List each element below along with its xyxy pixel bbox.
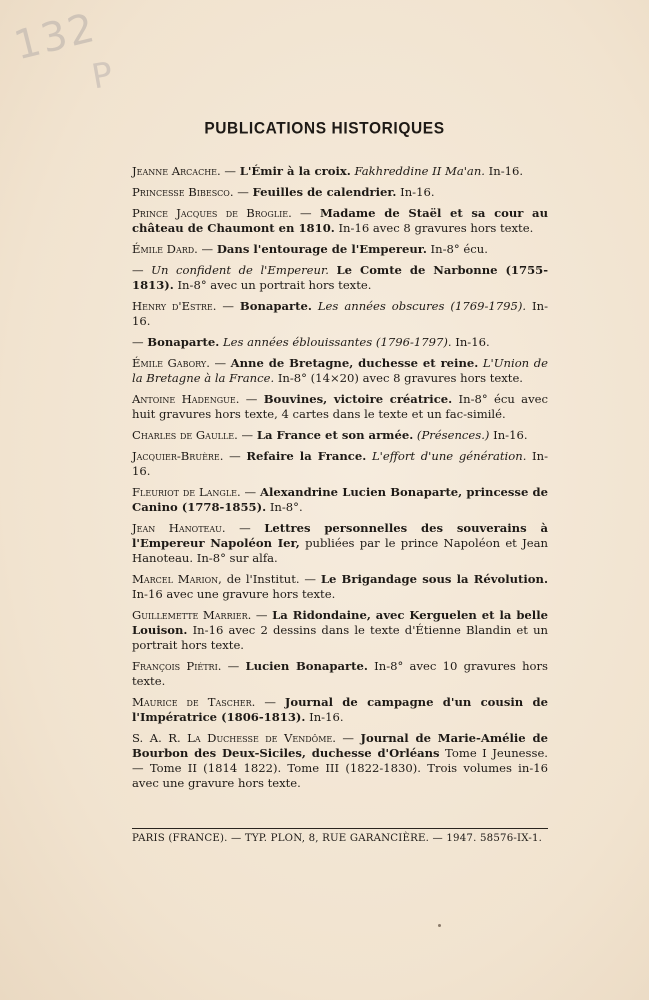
entry-title: Dans l'entourage de l'Empereur. bbox=[216, 242, 427, 256]
entry-details: In-8° écu. bbox=[426, 242, 488, 256]
publication-entry bbox=[132, 731, 548, 791]
entry-separator: — bbox=[233, 185, 253, 199]
publication-entry bbox=[132, 299, 548, 329]
printer-imprint: PARIS (FRANCE). — TYP. PLON, 8, RUE GARANCIÈRE. — 1947. 58576-IX-1. bbox=[132, 833, 543, 844]
entry-details: In-16 avec 2 dessins dans le texte d'Étienne Blandin et un portrait hors texte. bbox=[132, 623, 548, 652]
publication-entry bbox=[132, 485, 548, 515]
entry-title: Le Brigandage sous la Révolution. bbox=[320, 572, 548, 586]
entry-separator: — bbox=[237, 428, 257, 442]
publication-entry bbox=[132, 521, 548, 566]
entry-separator: — bbox=[221, 659, 246, 673]
entry-author: Charles de Gaulle. bbox=[132, 428, 238, 442]
publication-entry bbox=[132, 356, 548, 386]
publication-entry bbox=[132, 164, 548, 179]
entry-separator: — bbox=[251, 608, 273, 622]
entry-title: La Ridondaine, avec Kerguelen et la belle Louison. bbox=[132, 608, 548, 637]
entry-details: In-16. bbox=[485, 164, 524, 178]
entry-author: Jeanne Arcache. bbox=[132, 164, 221, 178]
entry-author: Fleuriot de Langle. bbox=[132, 485, 241, 499]
entry-author: François Piétri. bbox=[132, 659, 222, 673]
entry-separator: — bbox=[225, 521, 265, 535]
publication-entry bbox=[132, 185, 548, 200]
entry-title: Bonaparte. bbox=[147, 335, 220, 349]
entry-separator: — bbox=[132, 263, 152, 277]
publication-list bbox=[132, 164, 548, 797]
entry-subtitle: (Présences.) bbox=[416, 428, 490, 442]
entry-separator: — bbox=[220, 164, 240, 178]
entry-separator: — bbox=[255, 695, 285, 709]
entry-separator: — bbox=[132, 335, 148, 349]
entry-author: Guillemette Marrier. bbox=[132, 608, 252, 622]
entry-details: publiées par le prince Napoléon et Jean Hanoteau. In-8° sur alfa. bbox=[132, 536, 548, 565]
entry-separator: — bbox=[223, 449, 247, 463]
entry-details: Tome I Jeunesse. — Tome II (1814 1822). Tome III (1822-1830). Trois volumes in-16 avec une gravure hors texte. bbox=[132, 746, 548, 790]
publication-entry bbox=[132, 428, 548, 443]
entry-author: Henry d'Estre. bbox=[132, 299, 217, 313]
entry-details: In-8°. bbox=[266, 500, 303, 514]
entry-author: Émile Gabory. bbox=[132, 356, 210, 370]
divider bbox=[132, 828, 548, 829]
publication-entry bbox=[132, 242, 548, 257]
pencil-annotation: 132 bbox=[9, 4, 101, 70]
entry-title: Anne de Bretagne, duchesse et reine. bbox=[230, 356, 479, 370]
entry-title: Lettres personnelles des souverains à l'Empereur Napoléon Ier, bbox=[132, 521, 549, 550]
publication-entry bbox=[132, 263, 548, 293]
entry-separator: — bbox=[291, 206, 320, 220]
entry-details: In-16. bbox=[132, 299, 549, 328]
entry-separator: — bbox=[239, 392, 264, 406]
publication-entry bbox=[132, 572, 548, 602]
publication-entry bbox=[132, 206, 548, 236]
publication-entry bbox=[132, 392, 548, 422]
publication-entry bbox=[132, 695, 548, 725]
entry-separator: — bbox=[216, 299, 240, 313]
publication-entry bbox=[132, 608, 548, 653]
entry-subtitle: Fakhreddine II Ma'an. bbox=[354, 164, 485, 178]
entry-details: In-8° (14×20) avec 8 gravures hors texte. bbox=[274, 371, 523, 385]
entry-title: Journal de campagne d'un cousin de l'Impératrice (1806-1813). bbox=[132, 695, 549, 724]
entry-title: La France et son armée. bbox=[256, 428, 414, 442]
entry-details: In-16. bbox=[489, 428, 528, 442]
entry-author: Émile Dard. bbox=[132, 242, 198, 256]
entry-title: Refaire la France. bbox=[246, 449, 367, 463]
entry-details: In-16. bbox=[132, 449, 549, 478]
entry-separator: — bbox=[209, 356, 231, 370]
entry-details: In-16 avec une gravure hors texte. bbox=[132, 587, 336, 601]
entry-title: Journal de Marie-Amélie de Bourbon des Deux-Siciles, duchesse d'Orléans bbox=[132, 731, 549, 760]
entry-author: Marcel Marion, bbox=[132, 572, 222, 586]
entry-title: Bouvines, victoire créatrice. bbox=[263, 392, 453, 406]
entry-subtitle: Un confident de l'Empereur. bbox=[151, 263, 329, 277]
entry-author: Antoine Hadengue. bbox=[132, 392, 240, 406]
paper-speck bbox=[438, 924, 441, 927]
entry-separator: — bbox=[197, 242, 217, 256]
entry-title: L'Émir à la croix. bbox=[239, 164, 351, 178]
entry-details: In-16 avec 8 gravures hors texte. bbox=[334, 221, 534, 235]
page-title: PUBLICATIONS HISTORIQUES bbox=[204, 119, 445, 138]
entry-details: In-16. bbox=[305, 710, 344, 724]
publication-entry bbox=[132, 335, 548, 350]
entry-author: S. A. R. La Duchesse de Vendôme. bbox=[132, 731, 336, 745]
entry-details: In-8° écu avec huit gravures hors texte, 4 cartes dans le texte et un fac-similé. bbox=[132, 392, 548, 421]
entry-title: Bonaparte. bbox=[239, 299, 312, 313]
publication-entry bbox=[132, 659, 548, 689]
entry-separator: — bbox=[335, 731, 361, 745]
publication-entry bbox=[132, 449, 548, 479]
entry-subtitle: L'Union de la Bretagne à la France. bbox=[132, 356, 548, 385]
entry-author: Princesse Bibesco. bbox=[132, 185, 234, 199]
entry-details: In-8° avec 10 gravures hors texte. bbox=[132, 659, 549, 688]
entry-details: In-16. bbox=[451, 335, 490, 349]
entry-details: In-8° avec un portrait hors texte. bbox=[173, 278, 372, 292]
entry-author: Jacquier-Bruère. bbox=[132, 449, 224, 463]
entry-subtitle: Les années obscures (1769-1795). bbox=[317, 299, 527, 313]
entry-title: Le Comte de Narbonne (1755-1813). bbox=[132, 263, 549, 292]
entry-author: Jean Hanoteau. bbox=[132, 521, 226, 535]
entry-title: Lucien Bonaparte. bbox=[245, 659, 368, 673]
entry-details: In-16. bbox=[396, 185, 435, 199]
entry-author: Prince Jacques de Broglie. bbox=[132, 206, 292, 220]
entry-author: Maurice de Tascher. bbox=[132, 695, 256, 709]
entry-title: Feuilles de calendrier. bbox=[252, 185, 397, 199]
entry-title: Madame de Staël et sa cour au château de Chaumont en 1810. bbox=[132, 206, 548, 235]
entry-subtitle: Les années éblouissantes (1796-1797). bbox=[222, 335, 452, 349]
entry-title: Alexandrine Lucien Bonaparte, princesse de Canino (1778-1855). bbox=[132, 485, 548, 514]
entry-subtitle: L'effort d'une génération. bbox=[371, 449, 527, 463]
entry-separator: — bbox=[240, 485, 260, 499]
pencil-annotation-letter: P bbox=[88, 54, 116, 98]
entry-separator: de l'Institut. — bbox=[221, 572, 321, 586]
